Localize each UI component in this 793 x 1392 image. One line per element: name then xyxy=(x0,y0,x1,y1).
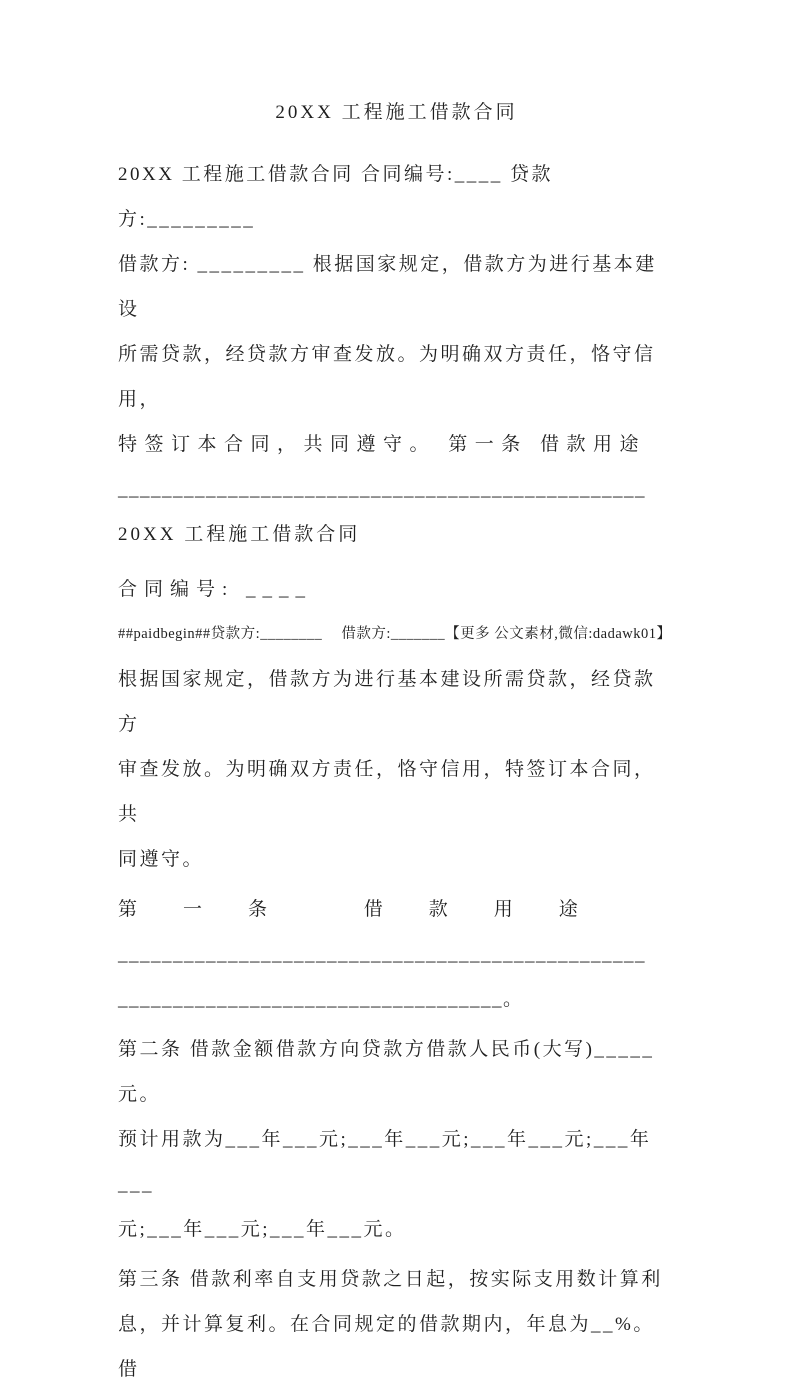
doc-line: 息，并计算复利。在合同规定的借款期内，年息为__%。借 xyxy=(118,1314,655,1380)
doc-line: 借款方: _________ 根据国家规定，借款方为进行基本建设 xyxy=(118,254,657,320)
blank-fill-line: ________________________________________________ xyxy=(118,944,646,965)
article3-paragraph xyxy=(118,1257,675,1392)
article1-paragraph xyxy=(118,887,675,1022)
basis-paragraph xyxy=(118,657,675,882)
doc-line: 根据国家规定，借款方为进行基本建设所需贷款，经贷款方 xyxy=(118,669,656,735)
doc-line: 同遵守。 xyxy=(118,849,205,870)
contract-number-line: 合同编号: ____ xyxy=(118,579,313,600)
doc-line: 20XX 工程施工借款合同 合同编号:____ 贷款方:_________ xyxy=(118,164,553,230)
doc-line: 审查发放。为明确双方责任，恪守信用，特签订本合同，共 xyxy=(118,759,656,825)
watermark-promo-line: ##paidbegin##贷款方:________ 借款方:_______【更多 公文素材,微信:dadawk01】 xyxy=(118,626,672,642)
doc-line: 所需贷款，经贷款方审查发放。为明确双方责任，恪守信用， xyxy=(118,344,656,410)
page-title: 20XX 工程施工借款合同 xyxy=(275,102,518,123)
blank-fill-line: ________________________________________________ xyxy=(118,479,646,500)
doc-line: 元;___年___元;___年___元。 xyxy=(118,1219,407,1240)
article1-heading: 第一条 借款用途 xyxy=(118,899,624,920)
doc-line: 第二条 借款金额借款方向贷款方借款人民币(大写)_____元。 xyxy=(118,1039,655,1105)
document-content xyxy=(118,90,675,1392)
doc-line: 第三条 借款利率自支用贷款之日起，按实际支用数计算利 xyxy=(118,1269,663,1290)
section-subtitle: 20XX 工程施工借款合同 xyxy=(118,524,361,545)
doc-line: 预计用款为___年___元;___年___元;___年___元;___年___ xyxy=(118,1129,652,1195)
article2-paragraph xyxy=(118,1027,675,1252)
doc-line-justified: 特签订本合同，共同遵守。 第一条 借款用途 xyxy=(118,434,647,455)
blank-fill-line: ___________________________________。 xyxy=(118,989,524,1010)
intro-paragraph xyxy=(118,152,675,512)
